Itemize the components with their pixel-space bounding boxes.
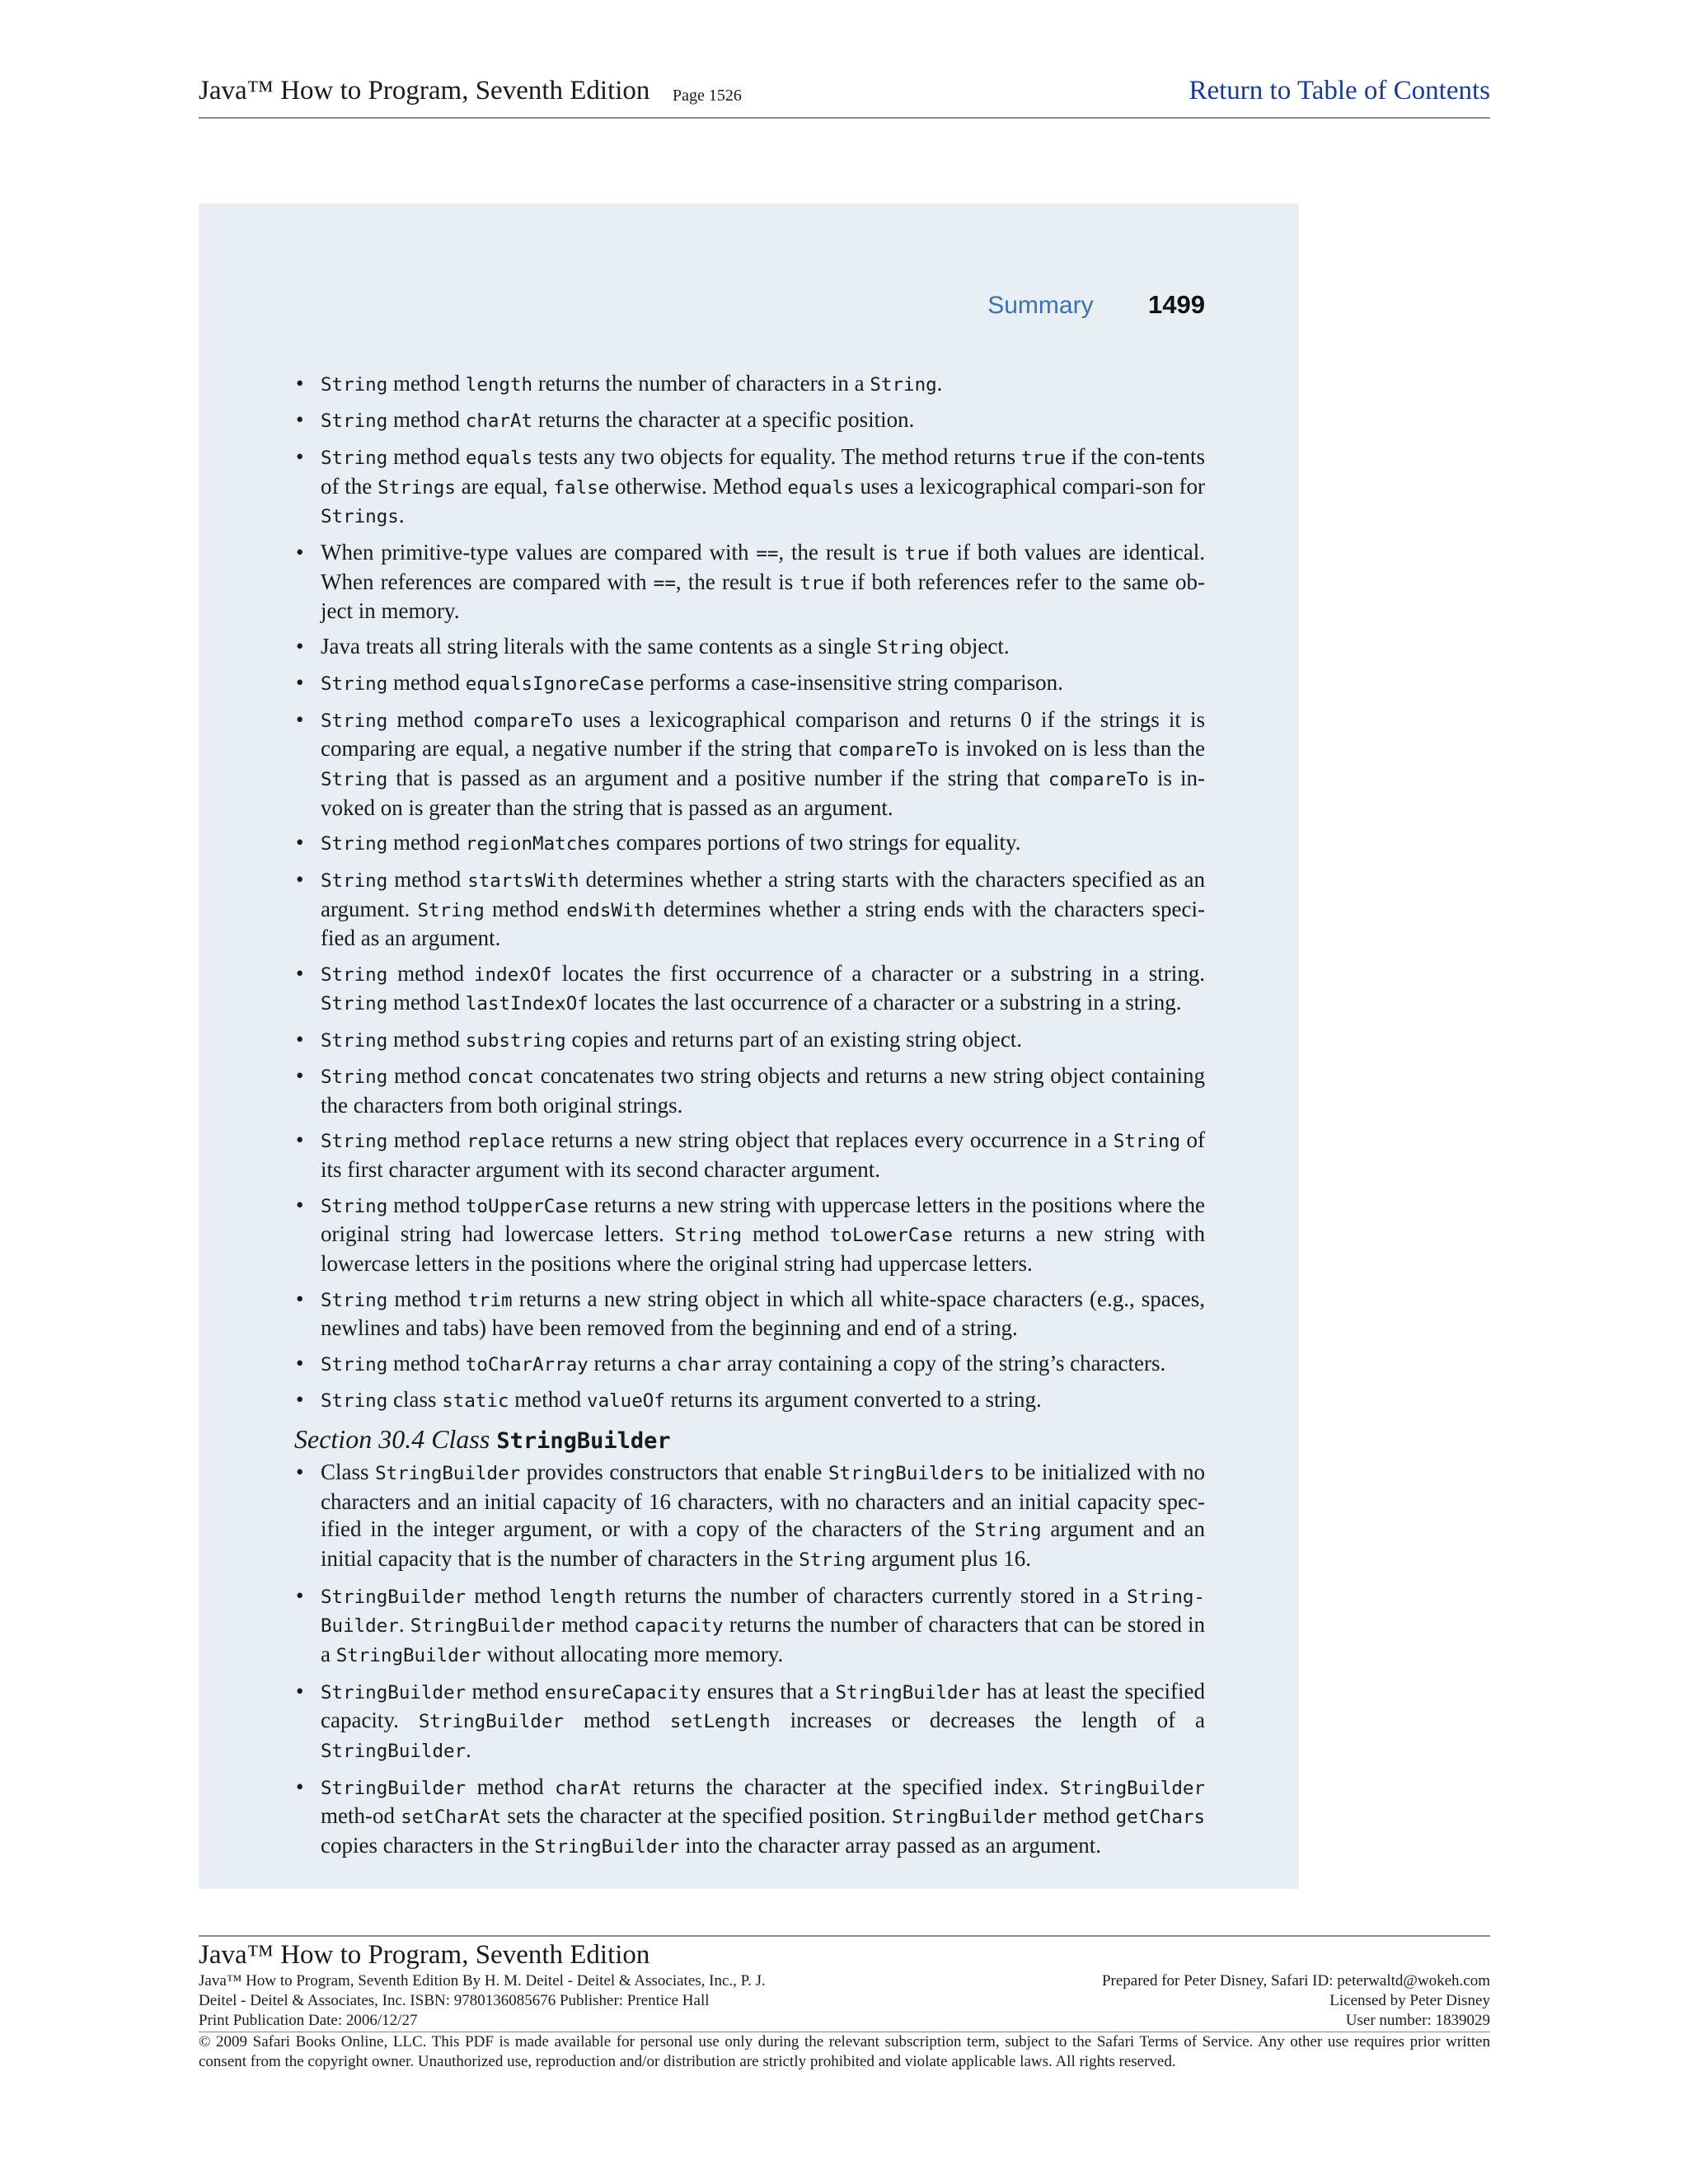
code-term: String-Builder: [321, 1586, 1205, 1638]
text-run: is in-voked on is greater than the string that is passed as an argument.: [321, 766, 1205, 820]
bullet-item: [294, 443, 1211, 532]
code-term: compareTo: [1048, 769, 1149, 791]
running-page-number: 1499: [1148, 290, 1205, 319]
code-term: trim: [467, 1289, 513, 1311]
section-heading-text: Section 30.4 Class: [294, 1424, 497, 1454]
text-run: method: [466, 1678, 545, 1704]
code-term: String: [1113, 1131, 1180, 1153]
code-term: String: [321, 963, 388, 986]
page-scan: [199, 204, 1299, 1889]
text-run: argument plus 16.: [865, 1546, 1032, 1572]
text-run: returns the character at the specified index.: [621, 1774, 1060, 1799]
page-header: [199, 76, 1490, 119]
code-term: StringBuilder: [321, 1586, 467, 1608]
bullet-item: [294, 1062, 1211, 1120]
text-run: compares portions of two strings for equality.: [610, 830, 1021, 855]
text-run: determines whether a string starts with the characters specified as an argument.: [321, 866, 1211, 921]
code-term: StringBuilder: [835, 1681, 981, 1704]
code-term: length: [465, 374, 533, 396]
text-run: returns a new string object in which all white-space characters (e.g., spaces, newlines and tabs) have been removed from the beginning and end of a string.: [321, 1286, 1211, 1341]
code-term: charAt: [555, 1777, 622, 1799]
text-run: class: [387, 1387, 443, 1413]
bullet-item: [294, 706, 1211, 823]
code-term: toLowerCase: [829, 1225, 953, 1247]
text-run: copies characters in the: [321, 1803, 1211, 1858]
text-run: .: [398, 1612, 410, 1638]
running-header: [987, 290, 1205, 320]
code-term: String: [321, 1353, 388, 1376]
text-run: to be initialized with no characters and an initial capacity of 16 characters, with no characters and an initial capacity spec-ified in the integer argument, or with a copy of the characters of the: [321, 1459, 1211, 1542]
section-list: [294, 1459, 1211, 1862]
text-run: uses a lexicographical compari-son for: [854, 473, 1211, 499]
code-term: String: [321, 673, 388, 696]
text-run: method: [387, 1127, 467, 1153]
code-term: String: [674, 1225, 743, 1247]
text-run: method: [1037, 1803, 1116, 1829]
text-run: .: [936, 371, 943, 396]
text-run: are equal,: [455, 473, 554, 499]
code-term: static: [442, 1390, 509, 1413]
code-term: StringBuilder: [418, 1711, 564, 1733]
text-run: provides constructors that enable: [520, 1459, 828, 1484]
code-term: indexOf: [474, 963, 552, 986]
text-run: method: [466, 1582, 550, 1608]
text-run: has at least the specified capacity.: [321, 1678, 1211, 1733]
code-term: setCharAt: [401, 1807, 502, 1829]
section-heading-code: StringBuilder: [496, 1428, 671, 1454]
text-run: increases or decreases the length of a: [770, 1708, 1211, 1733]
text-run: argument and an initial capacity that is the number of characters in the: [321, 1516, 1211, 1572]
text-run: .: [398, 503, 405, 528]
text-run: method: [387, 1063, 467, 1089]
bullet-item: [294, 370, 1205, 400]
code-term: char: [677, 1353, 722, 1376]
text-run: is invoked on is less than the: [938, 736, 1211, 762]
text-run: object.: [944, 633, 1010, 658]
code-term: compareTo: [472, 710, 574, 732]
code-term: lastIndexOf: [465, 993, 588, 1015]
code-term: setLength: [669, 1711, 771, 1733]
code-term: false: [553, 476, 610, 499]
bullet-item: [294, 1192, 1211, 1278]
code-term: Strings: [377, 476, 456, 499]
text-run: method: [387, 706, 473, 732]
text-run: method: [387, 670, 466, 696]
text-run: method: [563, 1708, 670, 1733]
code-term: equals: [465, 447, 533, 469]
code-term: StringBuilder: [1059, 1777, 1205, 1799]
footer-copyright: © 2009 Safari Books Online, LLC. This PDF is made available for personal use only during the relevant subscription term, subject to the Safari Terms of Service. Any other use requires prior written consent from the copyright owner. Unauthorized use, reproduction and/or distribution are strictly prohibited and violate applicable laws. All rights reserved.: [199, 2033, 1490, 2070]
text-run: returns its argument converted to a string.: [664, 1387, 1042, 1413]
bullet-item: [294, 960, 1211, 1019]
code-term: toCharArray: [465, 1353, 588, 1376]
footer-pub-date: Print Publication Date: 2006/12/27: [199, 2012, 418, 2029]
book-title: Java™ How to Program, Seventh Edition: [199, 76, 650, 105]
code-term: true: [1020, 447, 1067, 469]
summary-content: [294, 370, 1211, 1869]
bullet-item: [294, 1459, 1211, 1575]
code-term: Strings: [321, 506, 399, 528]
code-term: valueOf: [587, 1390, 665, 1413]
code-term: String: [321, 1390, 388, 1413]
text-run: meth-od: [321, 1774, 1211, 1829]
code-term: compareTo: [837, 739, 939, 762]
code-term: toUpperCase: [465, 1195, 588, 1217]
text-run: , the result is: [675, 569, 800, 594]
text-run: returns the number of characters that can be stored in a: [321, 1612, 1211, 1667]
bullet-item: [294, 829, 1205, 859]
code-term: String: [321, 993, 388, 1015]
text-run: sets the character at the specified position.: [501, 1803, 893, 1829]
text-run: returns the number of characters in a: [532, 371, 870, 396]
text-run: method: [387, 407, 466, 433]
code-term: true: [799, 572, 845, 594]
text-run: concatenates two string objects and returns a new string object containing the characters from both original strings.: [321, 1063, 1211, 1118]
text-run: method: [387, 371, 466, 396]
running-section: Summary: [987, 292, 1094, 319]
code-term: String: [417, 899, 485, 921]
code-term: substring: [465, 1029, 566, 1052]
text-run: When primitive-type values are compared with: [321, 539, 757, 565]
code-term: StringBuilder: [410, 1615, 556, 1638]
text-run: locates the first occurrence of a character or a substring in a string.: [551, 960, 1211, 986]
text-run: method: [466, 1774, 556, 1799]
text-run: method: [387, 990, 466, 1015]
code-term: String: [321, 869, 388, 892]
text-run: otherwise. Method: [609, 473, 788, 499]
bullet-item: [294, 1350, 1205, 1380]
code-term: String: [974, 1520, 1042, 1542]
code-term: String: [321, 1289, 388, 1311]
code-term: String: [321, 410, 388, 433]
code-term: String: [321, 1066, 388, 1089]
code-term: length: [549, 1586, 617, 1608]
code-term: StringBuilder: [892, 1807, 1038, 1829]
text-run: .: [466, 1737, 471, 1763]
code-term: ==: [756, 542, 779, 565]
text-run: ensures that a: [701, 1678, 836, 1704]
text-run: method: [387, 1192, 466, 1217]
text-run: of its first character argument with its second character argument.: [321, 1127, 1211, 1183]
bullet-item: [294, 1582, 1211, 1671]
text-run: method: [742, 1221, 830, 1247]
text-run: copies and returns part of an existing string object.: [565, 1026, 1023, 1052]
bullet-item: [294, 1678, 1211, 1766]
text-run: Class: [321, 1459, 376, 1484]
text-run: if both values are identical. When references are compared with: [321, 539, 1211, 594]
code-term: concat: [467, 1066, 535, 1089]
code-term: endsWith: [566, 899, 656, 921]
text-run: array containing a copy of the string’s characters.: [721, 1350, 1166, 1376]
bullet-item: [294, 539, 1211, 626]
text-run: method: [387, 1286, 468, 1311]
code-term: StringBuilder: [321, 1777, 467, 1799]
code-term: regionMatches: [465, 833, 611, 855]
code-term: String: [321, 769, 388, 791]
summary-list: [294, 370, 1211, 1416]
code-term: StringBuilder: [321, 1741, 467, 1763]
text-run: method: [387, 830, 466, 855]
text-run: uses a lexicographical comparison and returns 0 if the strings it is comparing are equal, a negative number if the string that: [321, 706, 1211, 762]
footer-prepared-for: Prepared for Peter Disney, Safari ID: peterwaltd@wokeh.com: [1101, 1972, 1490, 1990]
code-term: String: [799, 1549, 866, 1572]
footer-user-number: User number: 1839029: [1345, 2012, 1490, 2029]
text-run: method: [387, 1026, 466, 1052]
code-term: StringBuilder: [335, 1645, 481, 1667]
text-run: method: [387, 866, 468, 892]
code-term: capacity: [634, 1615, 724, 1638]
bullet-item: [294, 1386, 1205, 1416]
code-term: String: [321, 447, 388, 469]
code-term: String: [321, 1195, 388, 1217]
bullet-item: [294, 669, 1205, 699]
code-term: true: [904, 542, 950, 565]
code-term: String: [870, 374, 937, 396]
text-run: into the character array passed as an argument.: [679, 1833, 1102, 1858]
code-term: StringBuilder: [534, 1836, 680, 1858]
bullet-item: [294, 1286, 1211, 1343]
code-term: String: [321, 833, 388, 855]
text-run: that is passed as an argument and a positive number if the string that: [387, 766, 1048, 791]
footer-isbn: Deitel - Deitel & Associates, Inc. ISBN: 9780136085676 Publisher: Prentice Hall: [199, 1992, 710, 2009]
code-term: ==: [653, 572, 676, 594]
text-run: returns the character at a specific position.: [532, 407, 915, 433]
text-run: Java treats all string literals with the same contents as a single: [321, 633, 877, 658]
text-run: if both references refer to the same ob-ject in memory.: [321, 569, 1205, 624]
text-run: method: [387, 443, 466, 469]
text-run: method: [387, 1350, 466, 1376]
text-run: method: [484, 896, 567, 921]
code-term: String: [321, 1029, 388, 1052]
code-term: equalsIgnoreCase: [465, 673, 645, 696]
code-term: StringBuilders: [828, 1462, 985, 1484]
text-run: method: [509, 1387, 588, 1413]
page-footer: [199, 1935, 1490, 2072]
footer-book-credit: Java™ How to Program, Seventh Edition By H. M. Deitel - Deitel & Associates, Inc., P. J.: [199, 1972, 766, 1990]
footer-licensed-by: Licensed by Peter Disney: [1329, 1992, 1490, 2009]
section-heading: [294, 1426, 1205, 1455]
text-run: locates the last occurrence of a character or a substring in a string.: [588, 990, 1182, 1015]
text-run: method: [387, 960, 474, 986]
footer-title: Java™ How to Program, Seventh Edition: [199, 1940, 650, 1970]
text-run: returns a: [588, 1350, 678, 1376]
text-run: returns a new string with lowercase letters in the positions where the original string had uppercase letters.: [321, 1221, 1211, 1277]
text-run: without allocating more memory.: [481, 1642, 784, 1667]
text-run: if the con-tents of the: [321, 443, 1211, 499]
page-number: Page 1526: [673, 87, 742, 105]
code-term: startsWith: [467, 869, 579, 892]
code-term: charAt: [465, 410, 533, 433]
bullet-item: [294, 406, 1205, 436]
code-term: ensureCapacity: [544, 1681, 701, 1704]
code-term: String: [876, 636, 945, 658]
toc-link[interactable]: Return to Table of Contents: [1189, 76, 1490, 105]
text-run: method: [555, 1612, 635, 1638]
code-term: String: [321, 374, 388, 396]
code-term: String: [321, 710, 388, 732]
bullet-item: [294, 866, 1211, 953]
text-run: , the result is: [778, 539, 905, 565]
code-term: equals: [787, 476, 855, 499]
code-term: StringBuilder: [375, 1462, 521, 1484]
code-term: replace: [467, 1131, 546, 1153]
text-run: returns the number of characters currently stored in a: [616, 1582, 1128, 1608]
text-run: determines whether a string ends with the characters speci-fied as an argument.: [321, 896, 1205, 951]
text-run: performs a case-insensitive string comparison.: [644, 670, 1063, 696]
bullet-item: [294, 1026, 1205, 1056]
bullet-item: [294, 1127, 1211, 1184]
bullet-item: [294, 1774, 1211, 1862]
bullet-item: [294, 633, 1205, 663]
code-term: getChars: [1115, 1807, 1205, 1829]
code-term: StringBuilder: [321, 1681, 467, 1704]
text-run: returns a new string with uppercase letters in the positions where the original string had lowercase letters.: [321, 1192, 1211, 1247]
text-run: returns a new string object that replaces every occurrence in a: [545, 1127, 1114, 1153]
code-term: String: [321, 1131, 388, 1153]
text-run: tests any two objects for equality. The method returns: [532, 443, 1021, 469]
